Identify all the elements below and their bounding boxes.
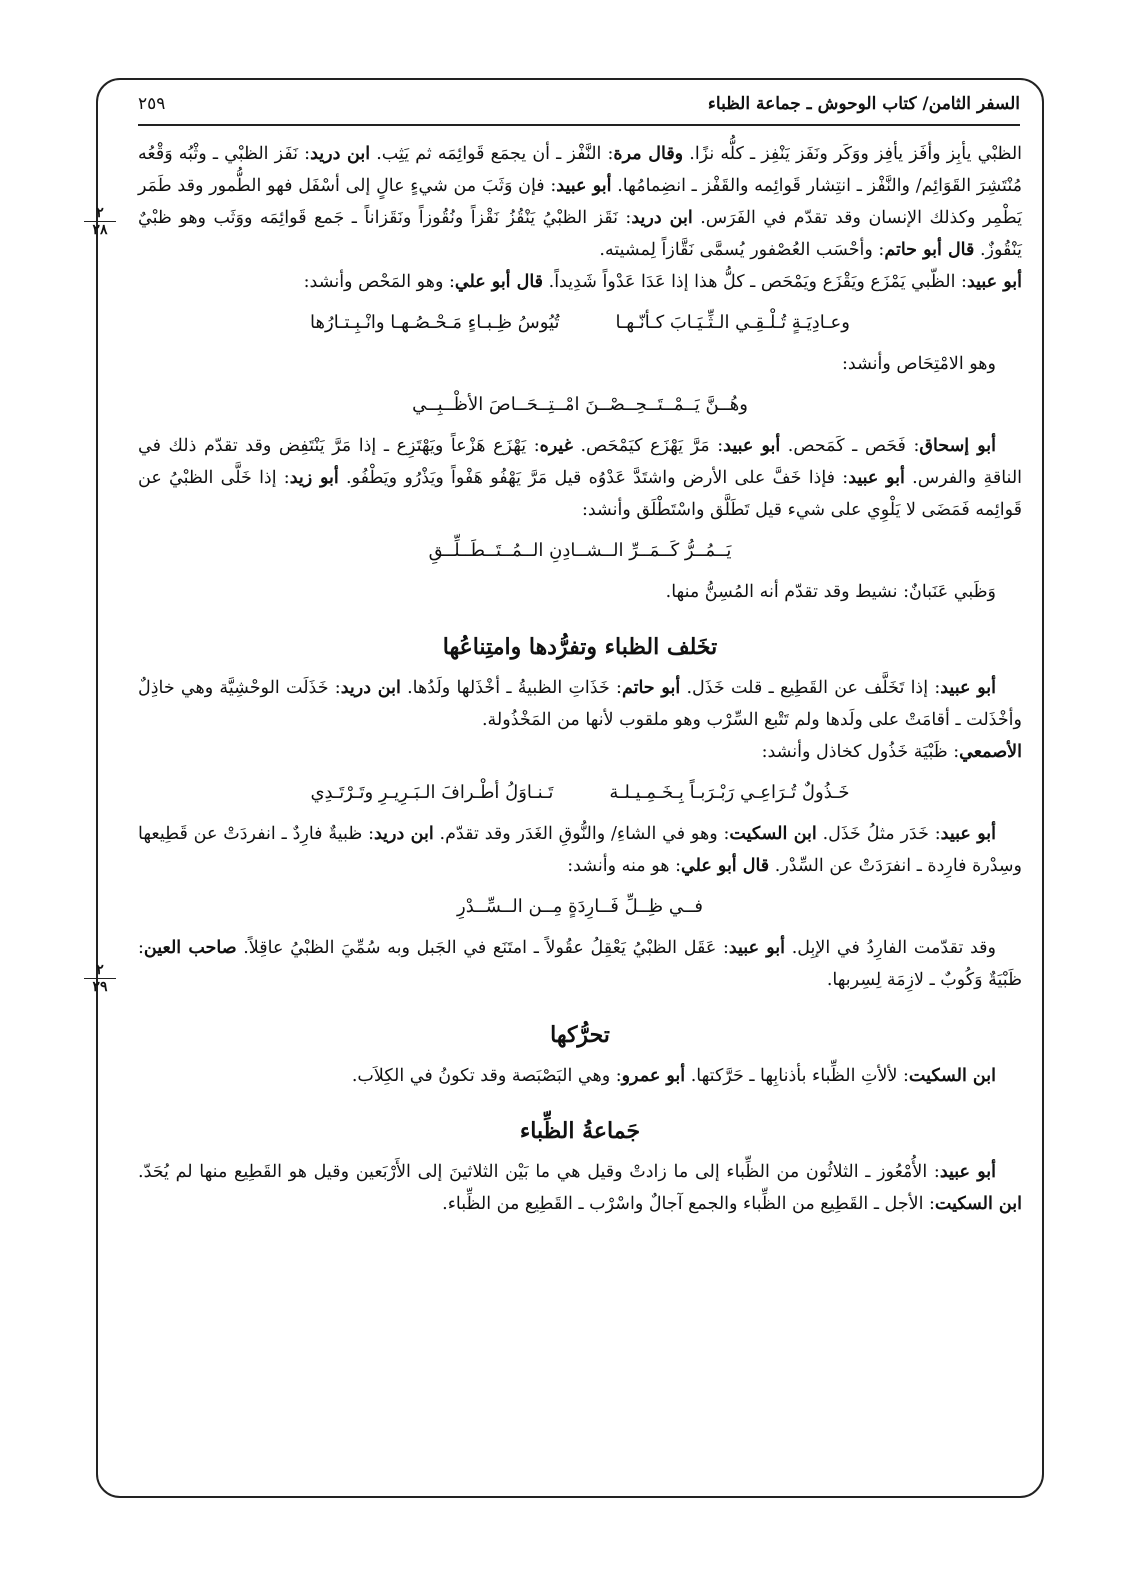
margin-note-bottom: ٢٨ [84, 221, 116, 238]
text: : نَفَز الظبْي ـ وثْبُه وَقْعُه مُنْتَشِرَ القَوَائِم/ والنَّفْز ـ انتِشار قَوائِمه والقَفْز ـ انضِمامُها. [138, 144, 1022, 196]
margin-note-bottom: ٢٩ [84, 978, 116, 995]
text: : ظَبْيَةٌ وَكُوبٌ ـ لازِمَة لِسِربها. [138, 938, 1022, 990]
text: : ظبيةٌ فارِدٌ ـ انفردَتْ عن قَطِيعها وسِدْرة فارِدة ـ انفرَدَتْ عن السِّدْر. [138, 824, 1022, 876]
text: : النَّفْز ـ أن يجمَع قَوائِمَه ثم يَثِب. [370, 144, 614, 164]
text: : وأحْسَب العُصْفور يُسمَّى نَقَّازاً لِمشيته. [599, 240, 885, 260]
speaker: أبو عبيد [848, 468, 905, 488]
text: : الأجل ـ القَطِيع من الظِّباء والجمع آجالٌ واسْرْب ـ القَطِيع من الظِّباء. [442, 1194, 935, 1214]
speaker: ابن السكيت [934, 1194, 1022, 1214]
text: : مَرَّ يَهْزَع كيَمْحَص. [572, 436, 724, 456]
text: : فإن وَثَبَ من شيءٍ عالٍ إلى أسْفَل فهو الطُّمور وقد طَمَر يَطْمِر وكذلك الإنسان وقد تقدّم في الفَرَس. [138, 176, 1022, 228]
paragraph [138, 932, 1022, 996]
verse: يَــمُــرُّ كَــمَــرِّ الــشــادِنِ الــمُــتَــطَــلِّــقِ [428, 540, 732, 561]
speaker: أبو عبيد [728, 938, 786, 958]
speaker: ابن السكيت [908, 1066, 996, 1086]
verse-hemistich: وعـادِيَـةٍ تُـلْـقِـي الـثِّـيَـابَ كـأنّـهـا [615, 312, 850, 333]
text: : الظّبي يَمْزَع ويَقْزَع ويَمْحَص ـ كلُّ هذا إذا عَدَا عَدْواً شَدِيداً. [543, 272, 967, 292]
speaker: أبو عبيد [723, 436, 781, 456]
speaker: قال أبو علي [454, 272, 544, 292]
paragraph [138, 430, 1022, 526]
speaker: غيره [539, 436, 573, 456]
section-heading: تحرُّكها [550, 1022, 610, 1048]
running-title: السفر الثامن/ كتاب الوحوش ـ جماعة الظباء [707, 94, 1020, 114]
page-number: ٢٥٩ [138, 94, 166, 114]
text: : فَحَص ـ كَمَحص. [780, 436, 920, 456]
paragraph: وهو الامْتِحَاص وأنشد: [841, 354, 996, 374]
text: : وهو المَحْص وأنشد: [303, 272, 455, 292]
verse-hemistich: تَـنـاوَلُ أطْـرافَ الـبَـرِيـرِ وتَـرْتَـدِي [310, 782, 554, 803]
verse: فــي ظِــلِّ فَــارِدَةٍ مِــن الــسِّــدْرِ [457, 896, 703, 917]
text: : خَدَر مثلُ خَذَل. [816, 824, 941, 844]
text: الظبْي يأبِز وأفَز يأفِز ووَكَر ونَفَز يَنْفِز ـ كلُّه نزًا. [683, 144, 1023, 164]
text: : وهو في الشاءِ/ والنُّوقِ الغَدَر وقد تقدّم. [433, 824, 730, 844]
text: : عَقَل الظبْيُ يَعْقِلُ عقُولاً ـ امتَنَع في الجَبل وبه سُمِّيَ الظبْيُ عاقِلاً. [236, 938, 729, 958]
speaker: قال أبو حاتم [884, 240, 975, 260]
text: : إذا خَلَّى الظبْيُ عن قَوائِمه فَمَضَى لا يَلْوِي على شيء قيل تَطَلَّق واسْتَطْلَق وأنشد: [138, 468, 1022, 520]
speaker: أبو عبيد [966, 272, 1022, 292]
text: : خَذَلَت الوحْشِيَّة وهي خاذِلٌ وأخْذَلت ـ أقامَتْ على ولَدها ولم تَتْبع السِّرْب وهو ملقوب لأنها من المَخْذُولة. [138, 678, 1022, 730]
speaker: أبو عبيد [939, 1162, 996, 1182]
margin-note-top: ٢ [96, 962, 104, 978]
speaker: أبو عبيد [940, 678, 996, 698]
speaker: أبو زيد [289, 468, 339, 488]
text: : فإذا خَفَّ على الأرض واشتَدَّ عَدْوُه قيل مَرَّ يَهْفُو هَفْواً ويَذْرُو ويَطْفُو. [338, 468, 849, 488]
speaker: أبو حاتم [621, 678, 681, 698]
speaker: قال أبو علي [680, 856, 770, 876]
text: : وهي البَصْبَصة وقد تكونُ في الكِلاَب. [351, 1066, 622, 1086]
speaker: ابن دريد [340, 678, 401, 698]
text: : خَذَاتِ الظبيةُ ـ أخْذَلها ولَدُها. [400, 678, 622, 698]
margin-note-28 [84, 205, 116, 238]
text: : يَهْزَع هَزْعاً ويَهْتَزِع ـ إذا مَرَّ يَنْتَفِض وقد تقدّم ذلك في الناقةِ والفرس. [138, 436, 1023, 488]
paragraph [138, 1156, 1022, 1220]
speaker: صاحب العين [143, 938, 237, 958]
paragraph [138, 266, 1022, 298]
text: : ظَبْيَة خَذُول كخاذل وأنشد: [761, 742, 960, 762]
paragraph [138, 672, 1022, 736]
section-heading: جَماعةُ الظِّباء [519, 1118, 641, 1144]
paragraph [138, 138, 1022, 266]
section-heading: تخَلف الظباء وتفرُّدها وامتِناعُها [442, 634, 718, 660]
page-header [138, 84, 1020, 126]
speaker: وقال مرة [613, 144, 684, 164]
verse [138, 776, 1022, 810]
text: : إذا تَخَلَّف عن القَطِيع ـ قلت خَذَل. [680, 678, 941, 698]
speaker: أبو عبيد [940, 824, 996, 844]
speaker: الأصمعي [959, 742, 1022, 762]
speaker: أبو عبيد [556, 176, 612, 196]
page-body [138, 138, 1022, 1468]
text: وقد تقدّمت الفارِدُ في الإبِل. [785, 938, 997, 958]
speaker: أبو إسحاق [919, 436, 996, 456]
margin-note-top: ٢ [96, 205, 104, 221]
speaker: ابن السكيت [729, 824, 817, 844]
paragraph [138, 736, 1022, 768]
text: : نَقَز الظبْيُ يَنْقُزُ نَقْزاً ونُقُوزاً ونَقَزاناً ـ جَمع قَوائِمَه ووَثَب وهو ظبْيٌ يَنْقُوزٌ. [138, 208, 1022, 260]
paragraph: وَظَبي عَنَبانٌ: نشيط وقد تقدّم أنه المُسِنُّ منها. [665, 582, 996, 602]
verse [138, 306, 1022, 340]
margin-note-29 [84, 962, 116, 995]
speaker: ابن دريد [631, 208, 693, 228]
text: : هو منه وأنشد: [567, 856, 681, 876]
speaker: ابن دريد [373, 824, 434, 844]
text: : لألأتِ الظِّباء بأذنابِها ـ حَرَّكتها. [685, 1066, 909, 1086]
verse-hemistich: تُيُوسُ ظِـبـاءٍ مَـحْـصُـهـا وانْـبِـتـارُها [310, 312, 560, 333]
speaker: ابن دريد [310, 144, 371, 164]
text: : الأُمْعُوز ـ الثلاثُون من الظِّباء إلى ما زادتْ وقيل هي ما بَيْن الثلاثينَ إلى الأَرْبَعين وقيل هو القَطِيع منها لم يُحَدّ. [138, 1162, 940, 1182]
speaker: أبو عمرو [621, 1066, 686, 1086]
verse: وهُــنَّ يَــمْــتَــحِــصْــنَ امْــتِــحَــاصَ الأظْــبِــي [412, 394, 748, 415]
verse-hemistich: خَـذُولٌ تُـرَاعِـي رَبْـرَبـاً بِـخَـمِـيـلـة [609, 782, 850, 803]
paragraph [138, 818, 1022, 882]
paragraph [138, 1060, 1022, 1092]
